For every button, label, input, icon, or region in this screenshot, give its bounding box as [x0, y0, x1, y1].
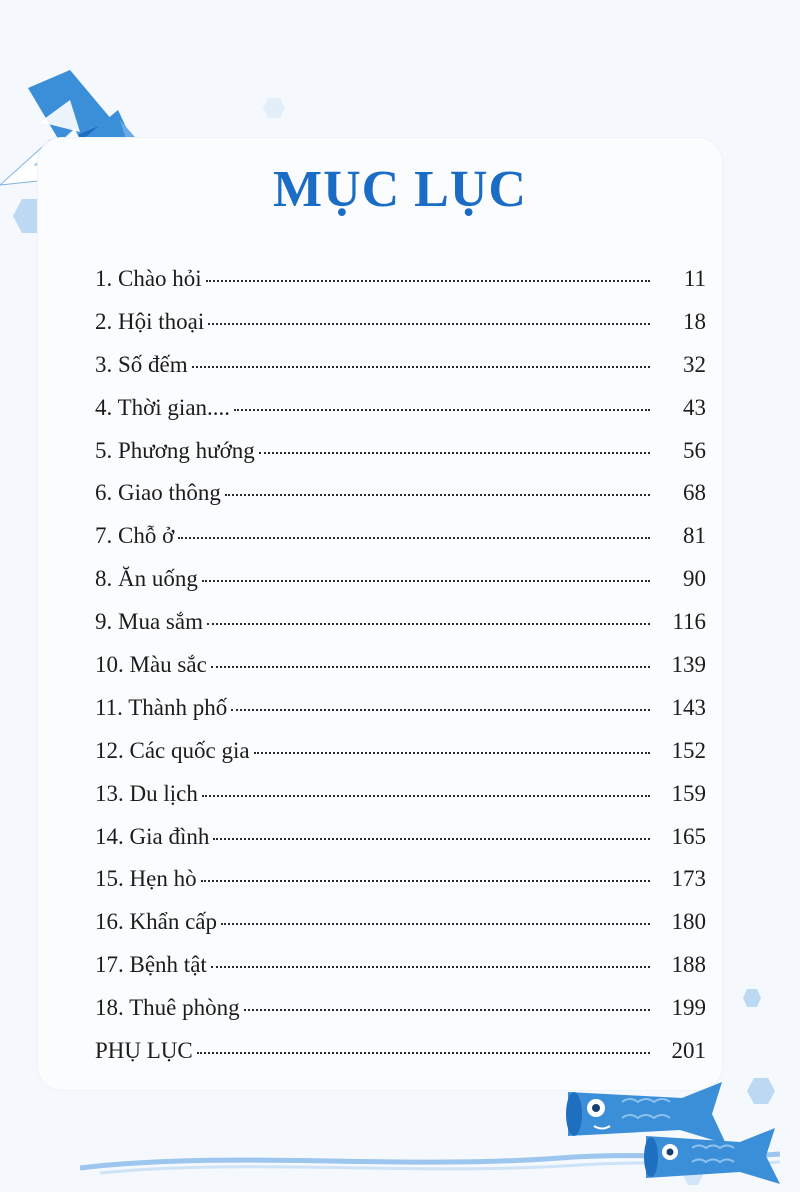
dot-leader [206, 280, 650, 282]
toc-entry[interactable] [95, 566, 706, 609]
toc-label: 7. Chỗ ở [95, 523, 175, 549]
toc-entry[interactable] [95, 824, 706, 867]
toc-page-number: 173 [671, 866, 706, 892]
dot-leader [192, 366, 650, 368]
toc-label: 17. Bệnh tật [95, 952, 207, 978]
toc-entry[interactable] [95, 1038, 706, 1081]
hexagon-icon [746, 1076, 776, 1106]
table-of-contents [95, 266, 706, 1081]
toc-page-number: 56 [683, 437, 706, 463]
toc-page-number: 152 [671, 737, 706, 763]
toc-page-number: 139 [671, 652, 706, 678]
dot-leader [254, 752, 650, 754]
toc-page-number: 188 [671, 952, 706, 978]
toc-entry[interactable] [95, 738, 706, 781]
dot-leader [201, 880, 650, 882]
dot-leader [178, 537, 650, 539]
dot-leader [207, 623, 650, 625]
toc-label: 18. Thuê phòng [95, 995, 240, 1021]
toc-entry[interactable] [95, 909, 706, 952]
dot-leader [234, 409, 650, 411]
page-title [0, 160, 800, 219]
toc-page-number: 11 [683, 266, 706, 291]
dot-leader [202, 795, 650, 797]
toc-page-number: 43 [683, 394, 706, 420]
dot-leader [211, 666, 650, 668]
toc-label: 4. Thời gian.... [95, 394, 231, 420]
toc-label: PHỤ LỤC [95, 1038, 193, 1064]
toc-entry[interactable] [95, 523, 706, 566]
dot-leader [211, 966, 650, 968]
toc-page-number: 199 [671, 995, 706, 1021]
toc-entry[interactable] [95, 266, 706, 309]
toc-entry[interactable] [95, 309, 706, 352]
toc-label: 13. Du lịch [95, 780, 198, 806]
toc-entry[interactable] [95, 952, 706, 995]
toc-page-number: 180 [671, 909, 706, 935]
dot-leader [225, 494, 650, 496]
dot-leader [213, 838, 650, 840]
toc-page-number: 165 [671, 823, 706, 849]
toc-label: 8. Ăn uống [95, 566, 198, 592]
toc-entry[interactable] [95, 609, 706, 652]
toc-page-number: 116 [672, 609, 706, 635]
hexagon-icon [262, 96, 286, 120]
toc-entry[interactable] [95, 781, 706, 824]
toc-entry[interactable] [95, 866, 706, 909]
toc-entry[interactable] [95, 995, 706, 1038]
toc-page-number: 68 [683, 480, 706, 506]
toc-page-number: 81 [683, 523, 706, 549]
toc-label: 15. Hẹn hò [95, 866, 197, 892]
toc-page-number: 18 [683, 308, 706, 334]
toc-label: 11. Thành phố [95, 694, 228, 720]
toc-entry[interactable] [95, 438, 706, 481]
toc-page-number: 32 [683, 351, 706, 377]
dot-leader [202, 580, 650, 582]
dot-leader [221, 923, 650, 925]
toc-label: 1. Chào hỏi [95, 266, 202, 291]
toc-label: 14. Gia đình [95, 823, 210, 849]
toc-page-number: 90 [683, 566, 706, 592]
toc-label: 2. Hội thoại [95, 308, 205, 334]
toc-page-number: 159 [671, 780, 706, 806]
toc-entry[interactable] [95, 480, 706, 523]
toc-label: 5. Phương hướng [95, 437, 255, 463]
toc-entry[interactable] [95, 352, 706, 395]
dot-leader [259, 452, 650, 454]
dot-leader [231, 709, 650, 711]
dot-leader [244, 1009, 650, 1011]
koinobori-fish-icon [640, 1128, 785, 1188]
title-text: MỤC LỤC [273, 161, 527, 218]
toc-label: 6. Giao thông [95, 480, 221, 506]
dot-leader [208, 323, 650, 325]
toc-label: 3. Số đếm [95, 351, 188, 377]
toc-label: 9. Mua sắm [95, 609, 203, 635]
toc-entry[interactable] [95, 695, 706, 738]
toc-page-number: 201 [671, 1038, 706, 1064]
toc-label: 10. Màu sắc [95, 652, 207, 678]
toc-entry[interactable] [95, 652, 706, 695]
toc-entry[interactable] [95, 395, 706, 438]
toc-page-number: 143 [671, 694, 706, 720]
toc-label: 16. Khẩn cấp [95, 909, 217, 935]
hexagon-icon [742, 988, 762, 1008]
toc-label: 12. Các quốc gia [95, 737, 250, 763]
dot-leader [197, 1052, 650, 1054]
